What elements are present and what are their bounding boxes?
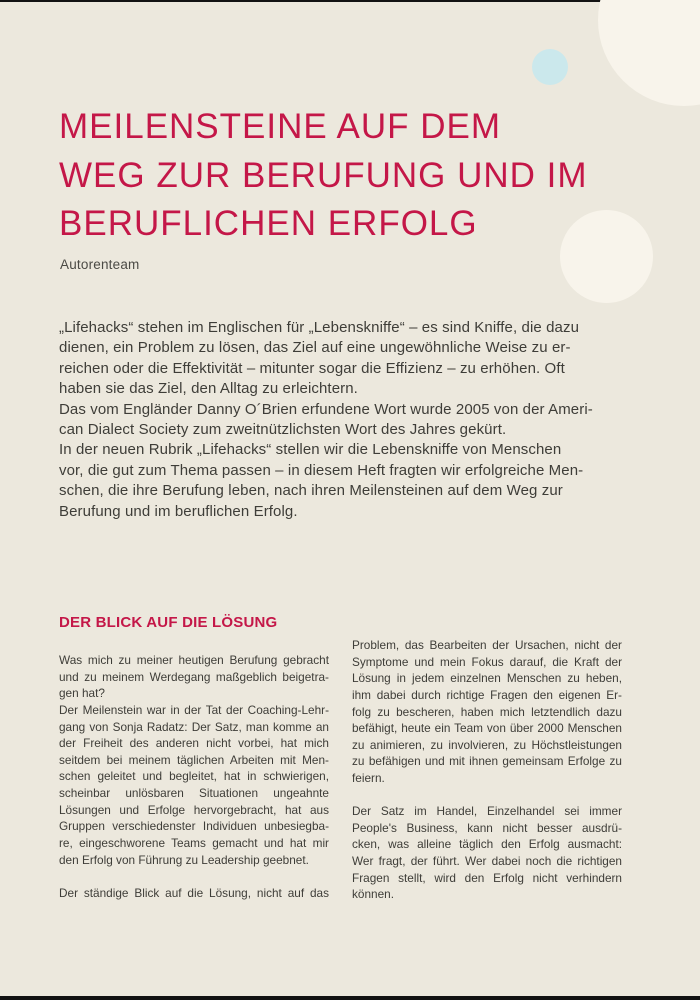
paragraph-milestone: Der Meilenstein war in der Tat der Coaching-Lehr- gang von Sonja Radatz: Der Satz, man komme an der Freiheit des anderen nicht vorbei, hat mich seitdem bei meinem täglichen Arbeiten mit Men- schen geleitet und begleitet, hat in schwierigen, scheinbar unlösbaren Situationen ungeahnte Lösungen und Erfolge hervorgebracht, hat aus Gruppen verschiedenster Individuen unbesiegba- re, eingeschworene Teams gemacht und hat mir den Erfolg von Führung zu Leadership geebnet. bbox=[59, 702, 329, 867]
page-bottom-edge bbox=[0, 996, 700, 1000]
page-top-edge bbox=[0, 0, 700, 2]
page-title: MEILENSTEINE AUF DEM WEG ZUR BERUFUNG UND IM BERUFLICHEN ERFOLG bbox=[59, 107, 588, 244]
text-column-left bbox=[59, 652, 329, 901]
section-heading: DER BLICK AUF DIE LÖSUNG bbox=[59, 614, 278, 631]
paragraph-question: Was mich zu meiner heutigen Berufung gebracht und zu meinem Werdegang maßgeblich beigetra- gen hat? bbox=[59, 653, 329, 701]
paragraph-blick: Der ständige Blick auf die Lösung, nicht auf das bbox=[59, 885, 329, 900]
decorative-circle-large bbox=[598, 0, 700, 106]
byline: Autorenteam bbox=[60, 257, 140, 272]
intro-paragraph: „Lifehacks“ stehen im Englischen für „Lebenskniffe“ – es sind Kniffe, die dazu dienen, ein Problem zu lösen, das Ziel auf eine ungewöhnliche Weise zu er- reichen oder die Effektivität – mitunter sogar die Effizienz – zu erhöhen. Oft haben sie das Ziel, den Alltag zu erleichtern. Das vom Engländer Danny O´Brien erfundene Wort wurde 2005 von der Ameri- can Dialect Society zum zweitnützlichsten Wort des Jahres gekürt. In der neuen Rubrik „Lifehacks“ stellen wir die Lebenskniffe von Menschen vor, die gut zum Thema passen – in diesem Heft fragten wir erfolgreiche Men- schen, die ihre Berufung leben, nach ihren Meilensteinen auf dem Weg zur Berufung und im beruflichen Erfolg. bbox=[59, 319, 593, 520]
paragraph-satz: Der Satz im Handel, Einzelhandel sei immer People's Business, kann nicht besser ausdrü- cken, was alleine täglich den Erfolg ausmacht: Wer fragt, der führt. Wer dabei noch die richtigen Fragen stellt, wird den Erfolg nicht verhindern können. bbox=[352, 804, 622, 902]
text-column-right bbox=[352, 637, 622, 903]
decorative-circle-blue bbox=[532, 49, 568, 85]
paragraph-problem: Problem, das Bearbeiten der Ursachen, nicht der Symptome und mein Fokus darauf, die Kraft der Lösung in jedem einzelnen Menschen zu heben, ihm dabei durch richtige Fragen den eigenen Er- folg zu bescheren, haben mich letztendlich dazu befähigt, heute ein Team von über 2000 Menschen zu animieren, zu involvieren, zu Höchstleistungen zu befähigen und mit ihnen gemeinsam Erfolge zu feiern. bbox=[352, 638, 622, 785]
